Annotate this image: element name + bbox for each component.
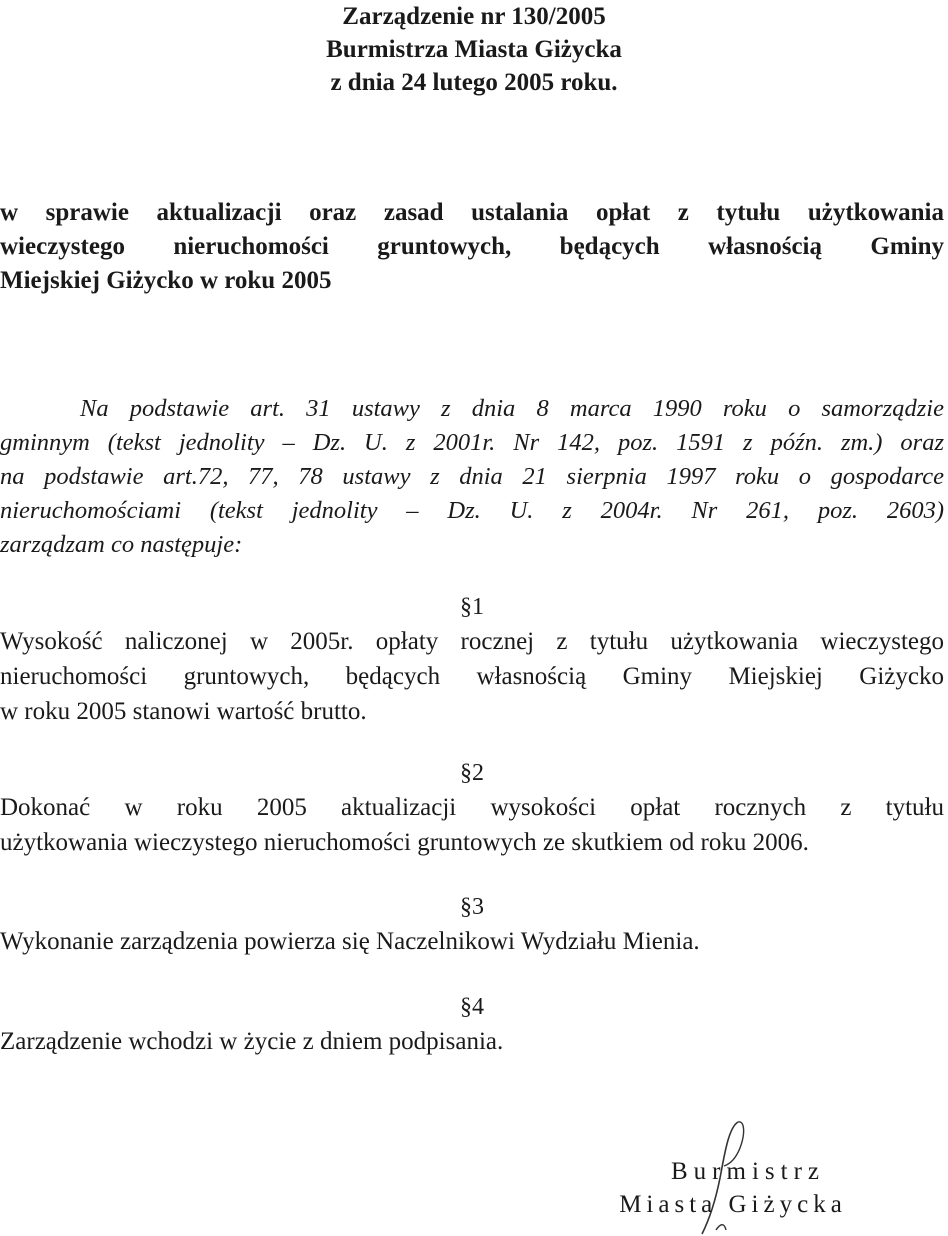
subject-line: Miejskiej Giżycko w roku 2005: [0, 267, 332, 294]
section-4-mark: §4: [460, 994, 484, 1020]
section-line: Wysokość naliczonej w 2005r. opłaty rocznej z tytułu użytkowania wieczystego: [0, 628, 944, 655]
signature-block: [588, 1155, 878, 1221]
preamble-line: gminnym (tekst jednolity – Dz. U. z 2001r. Nr 142, poz. 1591 z późn. zm.) oraz: [0, 429, 944, 456]
document-header: [0, 0, 948, 99]
signature-title: Burmistrz: [671, 1158, 825, 1185]
preamble-line: nieruchomościami (tekst jednolity – Dz. U. z 2004r. Nr 261, poz. 2603): [0, 497, 944, 524]
signature-office: Miasta Giżycka: [619, 1191, 847, 1218]
section-2-text: [0, 790, 944, 860]
section-line: użytkowania wieczystego nieruchomości gruntowych ze skutkiem od roku 2006.: [0, 829, 809, 856]
section-line: w roku 2005 stanowi wartość brutto.: [0, 698, 367, 725]
section-line: Wykonanie zarządzenia powierza się Naczelnikowi Wydziału Mienia.: [0, 928, 700, 955]
section-3-mark: §3: [460, 894, 484, 920]
section-1-mark: §1: [460, 594, 484, 620]
subject-line: w sprawie aktualizacji oraz zasad ustalania opłat z tytułu użytkowania: [0, 199, 944, 226]
preamble-line: Na podstawie art. 31 ustawy z dnia 8 marca 1990 roku o samorządzie: [80, 395, 944, 422]
order-date: z dnia 24 lutego 2005 roku.: [330, 69, 618, 96]
section-3-text: [0, 924, 944, 959]
subject-line: wieczystego nieruchomości gruntowych, będących własnością Gminy: [0, 233, 944, 260]
issuer: Burmistrza Miasta Giżycka: [326, 36, 622, 63]
section-line: Zarządzenie wchodzi w życie z dniem podpisania.: [0, 1028, 504, 1055]
section-2-mark: §2: [460, 760, 484, 786]
legal-basis-preamble: [0, 392, 944, 562]
section-line: nieruchomości gruntowych, będących własnością Gminy Miejskiej Giżycko: [0, 663, 944, 690]
order-number: Zarządzenie nr 130/2005: [342, 3, 606, 30]
section-4-text: [0, 1024, 944, 1059]
document-subject: [0, 196, 944, 298]
preamble-line: zarządzam co następuje:: [0, 531, 243, 558]
section-line: Dokonać w roku 2005 aktualizacji wysokości opłat rocznych z tytułu: [0, 794, 944, 821]
section-1-text: [0, 624, 944, 729]
preamble-line: na podstawie art.72, 77, 78 ustawy z dnia 21 sierpnia 1997 roku o gospodarce: [0, 463, 944, 490]
